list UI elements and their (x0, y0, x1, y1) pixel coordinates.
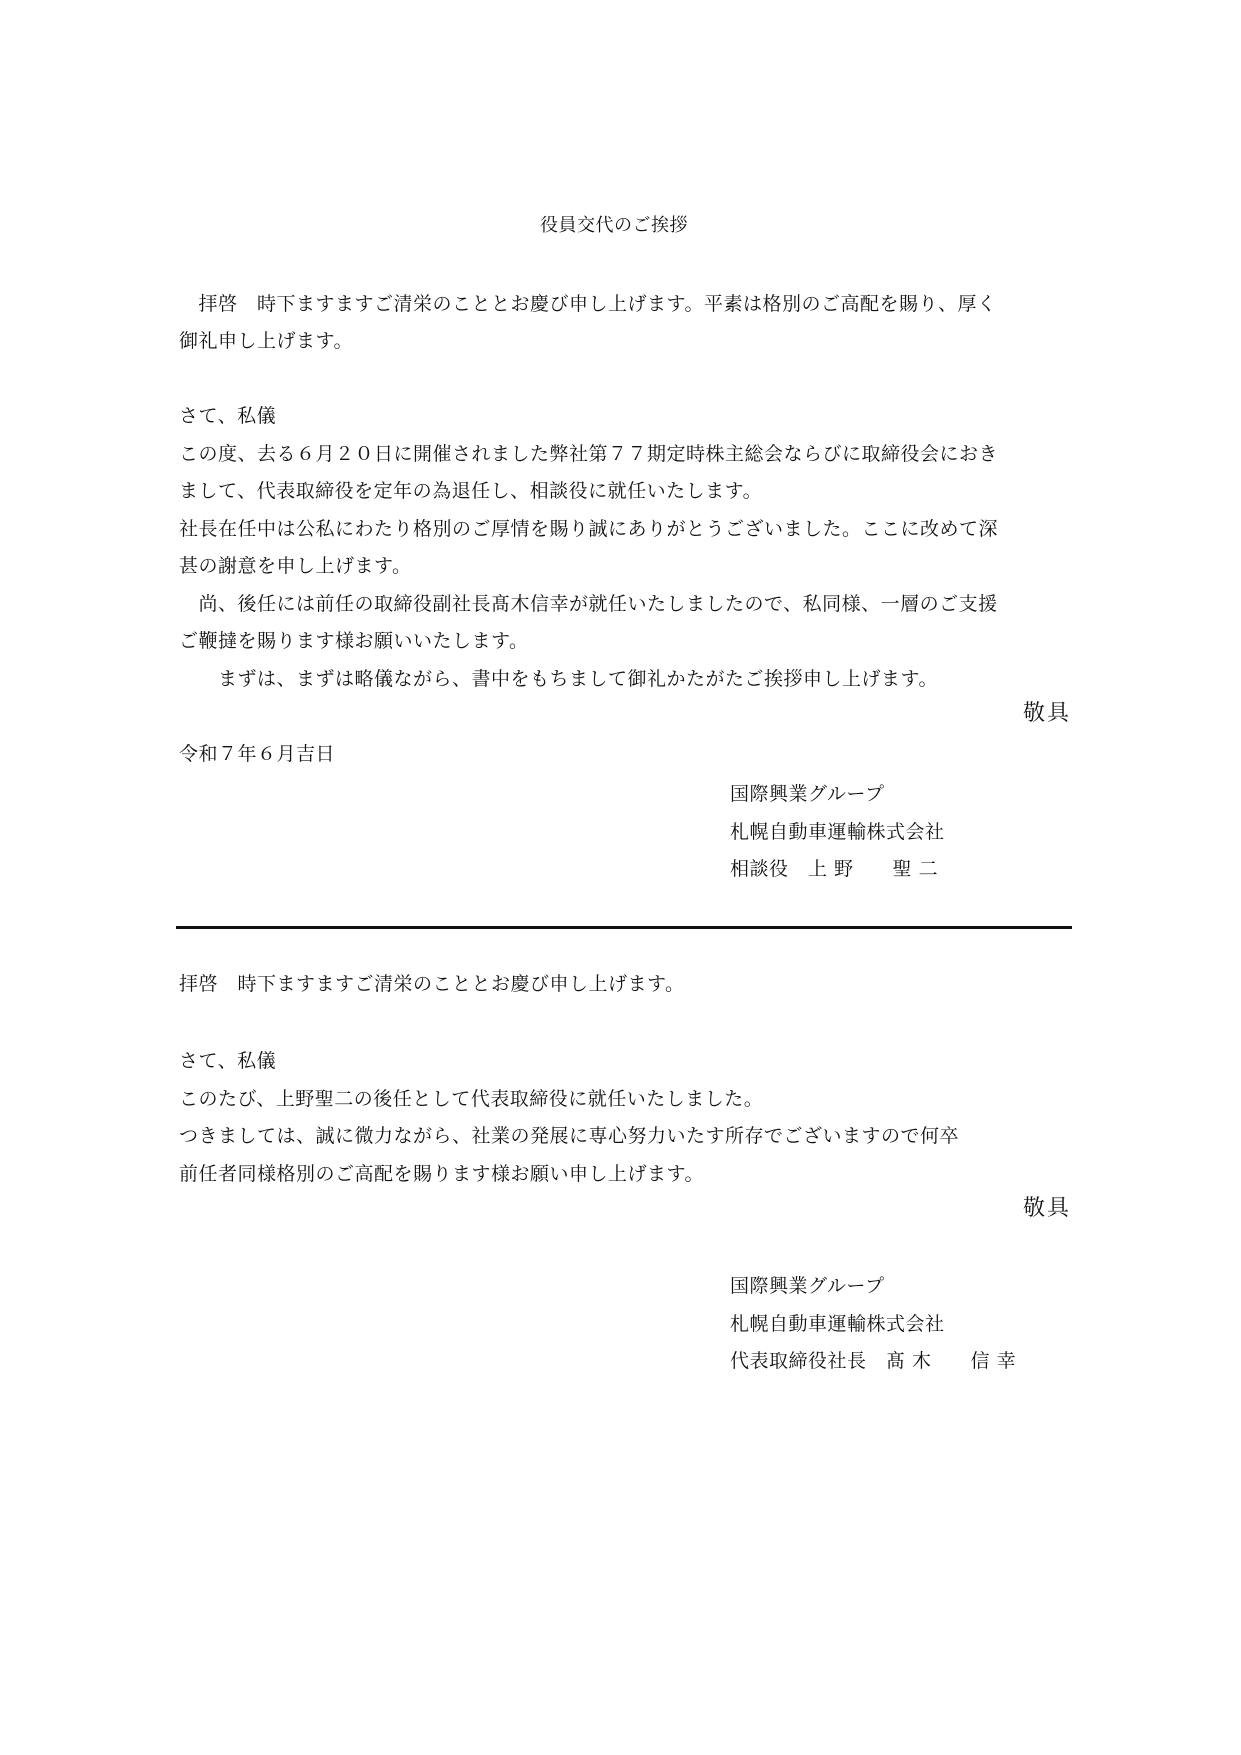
signature2-company: 札幌自動車運輸株式会社 (730, 1313, 945, 1335)
body2-line-2: このたび、上野聖二の後任として代表取締役に就任いたしました。 (179, 1088, 764, 1110)
page-title: 役員交代のご挨拶 (540, 215, 688, 236)
body-line-2: この度、去る６月２０日に開催されました弊社第７７期定時株主総会ならびに取締役会におき (179, 443, 999, 465)
greeting-line-2: 御礼申し上げます。 (179, 330, 353, 352)
signature-group: 国際興業グループ (730, 783, 885, 805)
body-line-5: 甚の謝意を申し上げます。 (179, 555, 412, 577)
closing-keigu: 敬具 (1022, 701, 1071, 726)
body-line-6: 尚、後任には前任の取締役副社長髙木信幸が就任いたしましたので、私同様、一層のご支援 (179, 593, 998, 615)
section-divider (176, 926, 1072, 929)
signature2-group: 国際興業グループ (730, 1275, 885, 1297)
body-line-4: 社長在任中は公私にわたり格別のご厚情を賜り誠にありがとうございました。ここに改めて深 (179, 518, 999, 540)
body2-line-1: さて、私儀 (179, 1050, 277, 1072)
body-line-3: まして、代表取締役を定年の為退任し、相談役に就任いたします。 (179, 480, 763, 502)
greeting-line-1: 拝啓 時下ますますご清栄のこととお慶び申し上げます。平素は格別のご高配を賜り、厚く (179, 293, 997, 315)
greeting2-line: 拝啓 時下ますますご清栄のこととお慶び申し上げます。 (179, 973, 685, 995)
body-line-8: まずは、まずは略儀ながら、書中をもちまして御礼かたがたご挨拶申し上げます。 (179, 668, 938, 690)
closing2-keigu: 敬具 (1022, 1196, 1071, 1221)
signature-company: 札幌自動車運輸株式会社 (730, 821, 945, 843)
body2-line-3: つきましては、誠に微力ながら、社業の発展に専心努力いたす所存でございますので何卒 (179, 1125, 960, 1147)
body-line-7: ご鞭撻を賜ります様お願いいたします。 (179, 630, 529, 652)
body-line-1: さて、私儀 (179, 405, 277, 427)
signature-name: 相談役 上 野 聖 二 (730, 858, 939, 880)
body2-line-4: 前任者同様格別のご高配を賜ります様お願い申し上げます。 (179, 1163, 704, 1185)
date: 令和７年６月吉日 (179, 743, 336, 765)
signature2-name: 代表取締役社長 髙 木 信 幸 (730, 1350, 1017, 1372)
